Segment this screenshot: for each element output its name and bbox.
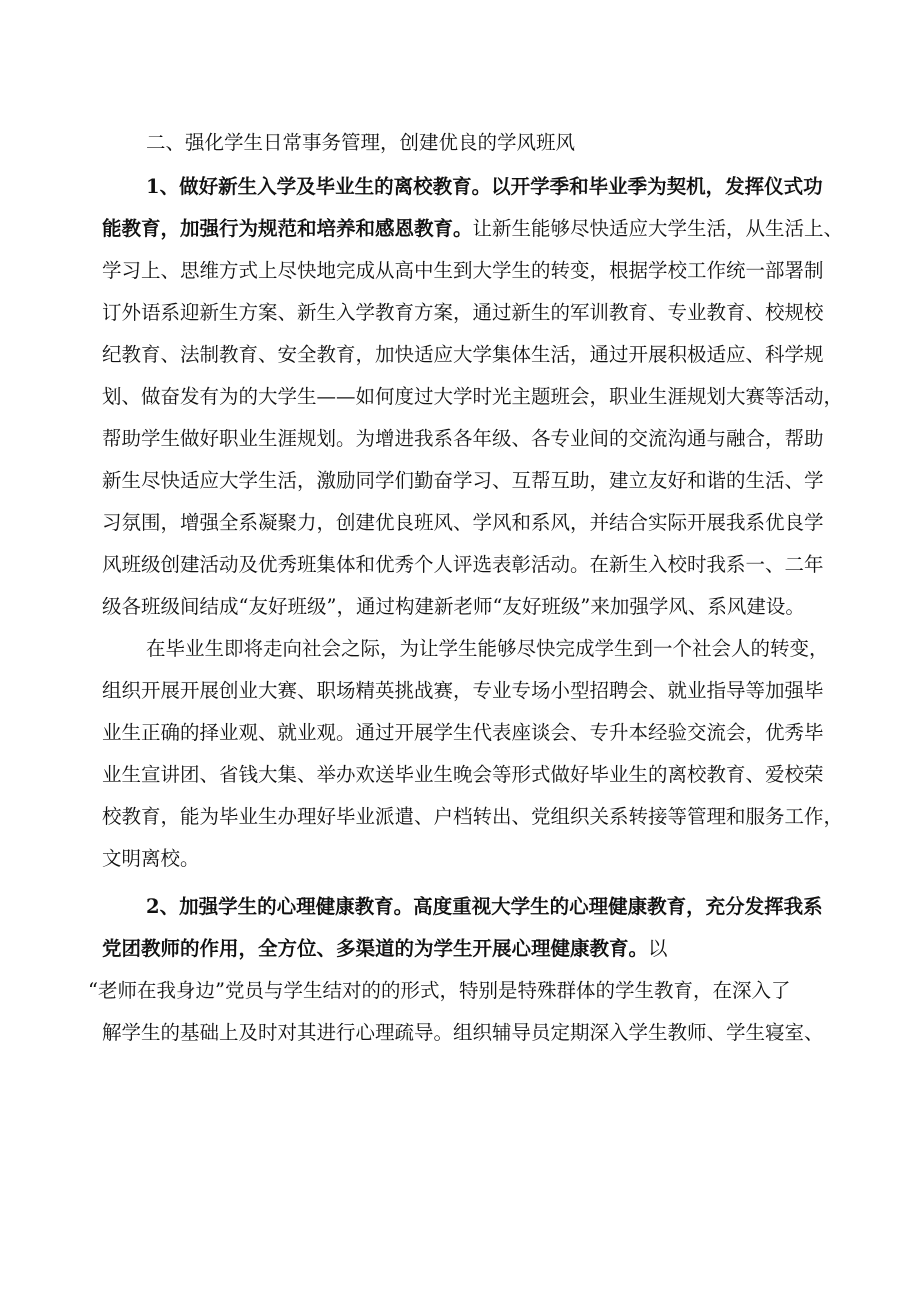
item1-line2-rest: 让新生能够尽快适应大学生活，从生活上、 [472,217,844,240]
item1-body-line: 学习上、思维方式上尽快地完成从高中生到大学生的转变，根据学校工作统一部署制 [102,259,824,282]
item1-body-line: 级各班级间结成“友好班级”，通过构建新老师“友好班级”来加强学风、系风建设。 [102,595,805,618]
item1-line2 [102,216,852,258]
item1-body-line: 习氛围，增强全系凝聚力，创建优良班风、学风和系风，并结合实际开展我系优良学 [102,511,824,534]
item2-body-line: “老师在我身边”党员与学生结对的的形式，特别是特殊群体的学生教育，在深入了 [88,979,791,1002]
item2-line2-rest: 以 [648,937,668,960]
graduates-body-line: 文明离校。 [102,847,200,870]
item1-body-line: 划、做奋发有为的大学生——如何度过大学时光主题班会，职业生涯规划大赛等活动， [102,385,844,408]
section-heading: 二、强化学生日常事务管理，创建优良的学风班风 [146,131,576,154]
graduates-body-line: 组织开展开展创业大赛、职场精英挑战赛，专业专场小型招聘会、就业指导等加强毕 [102,679,824,702]
item1-title-line1: 1、做好新生入学及毕业生的离校教育。以开学季和毕业季为契机，发挥仪式功 [146,175,823,198]
item2-line2 [102,936,852,978]
item2-title-line1: 2、加强学生的心理健康教育。高度重视大学生的心理健康教育，充分发挥我系 [146,895,823,918]
item1-body-line: 新生尽快适应大学生活，激励同学们勤奋学习、互帮互助，建立友好和谐的生活、学 [102,469,824,492]
item1-body-line: 风班级创建活动及优秀班集体和优秀个人评选表彰活动。在新生入校时我系一、二年 [102,553,824,576]
graduates-body-line: 在毕业生即将走向社会之际，为让学生能够尽快完成学生到一个社会人的转变， [146,637,829,660]
item2-body-line: 解学生的基础上及时对其进行心理疏导。组织辅导员定期深入学生教师、学生寝室、 [102,1021,824,1044]
graduates-body-line: 业生正确的择业观、就业观。通过开展学生代表座谈会、专升本经验交流会，优秀毕 [102,721,824,744]
graduates-body-line: 校教育，能为毕业生办理好毕业派遣、户档转出、党组织关系转接等管理和服务工作， [102,805,844,828]
item1-body-line: 帮助学生做好职业生涯规划。为增进我系各年级、各专业间的交流沟通与融合，帮助 [102,427,824,450]
item1-title-line2: 能教育，加强行为规范和培养和感恩教育。 [102,217,473,240]
item2-title-line2: 党团教师的作用，全方位、多渠道的为学生开展心理健康教育。 [102,937,649,960]
item1-body-line: 订外语系迎新生方案、新生入学教育方案，通过新生的军训教育、专业教育、校规校 [102,301,824,324]
graduates-body-line: 业生宣讲团、省钱大集、举办欢送毕业生晚会等形式做好毕业生的离校教育、爱校荣 [102,763,824,786]
item1-body-line: 纪教育、法制教育、安全教育，加快适应大学集体生活，通过开展积极适应、科学规 [102,343,824,366]
